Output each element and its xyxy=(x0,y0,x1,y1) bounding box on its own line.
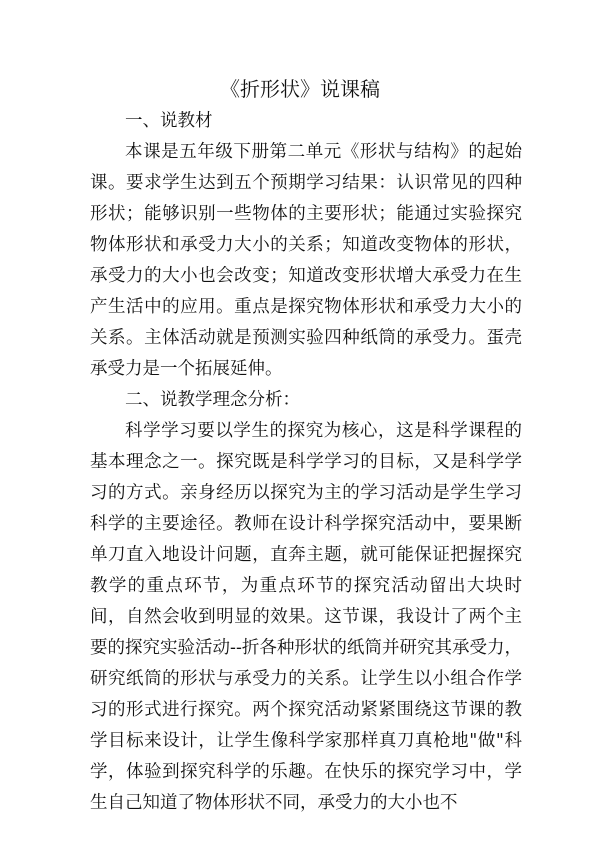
paragraph-teaching-concept: 科学学习要以学生的探究为核心，这是科学课程的基本理念之一。探究既是科学学习的目标，又是科学学习的方式。亲身经历以探究为主的学习活动是学生学习科学的主要途径。教师在设计科学探究活动中，要果断单刀直入地设计问题，直奔主题，就可能保证把握探究教学的重点环节，为重点环节的探究活动留出大块时间，自然会收到明显的效果。这节课，我设计了两个主要的探究实验活动--折各种形状的纸筒并研究其承受力，研究纸筒的形状与承受力的关系。让学生以小组合作学习的形式进行探究。两个探究活动紧紧围绕这节课的教学目标来设计，让学生像科学家那样真刀真枪地"做"科学，体验到探究科学的乐趣。在快乐的探究学习中，学生自己知道了物体形状不同，承受力的大小也不 xyxy=(90,421,522,813)
section-heading-teaching-concept: 二、说教学理念分析： xyxy=(125,390,300,410)
document-body xyxy=(90,106,522,819)
paragraph-textbook: 本课是五年级下册第二单元《形状与结构》的起始课。要求学生达到五个预期学习结果：认识常见的四种形状；能够识别一些物体的主要形状；能通过实验探究物体形状和承受力大小的关系；知道改变物体的形状，承受力的大小也会改变；知道改变形状增大承受力在生产生活中的应用。重点是探究物体形状和承受力大小的关系。主体活动就是预测实验四种纸筒的承受力。蛋壳承受力是一个拓展延伸。 xyxy=(90,142,522,379)
section-heading-textbook: 一、说教材 xyxy=(125,111,213,131)
document-title: 《折形状》说课稿 xyxy=(220,77,380,101)
